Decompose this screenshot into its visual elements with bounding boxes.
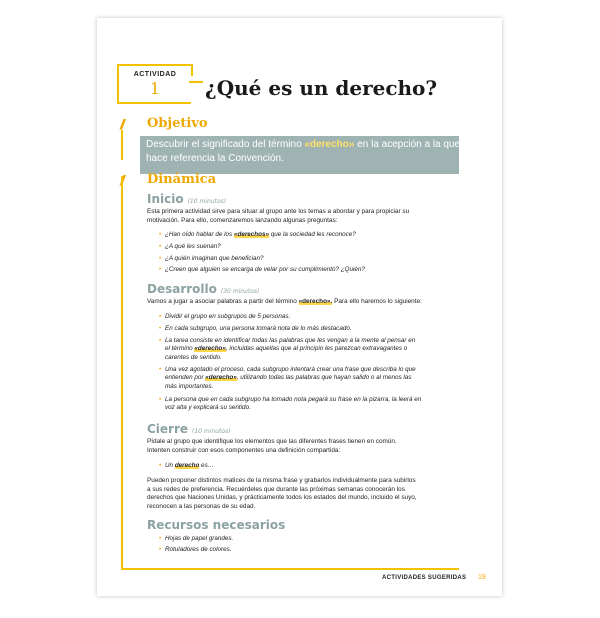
page-title: ¿Qué es un derecho? — [205, 76, 438, 100]
inicio-heading: Inicio (10 minutos) — [147, 192, 227, 206]
recursos-heading: Recursos necesarios — [147, 518, 286, 532]
desarrollo-step-3: • La tarea consiste en identificar todas las palabras que les vengan a la mente al pensar en el término «derecho», incluidas aquellas que al principio les parezcan extravagantes o carentes de sentido. — [165, 337, 415, 362]
left-rule — [121, 176, 123, 570]
inicio-question-4: • ¿Creen que alguien se encarga de velar por su cumplimiento? ¿Quién? — [165, 266, 365, 274]
inicio-intro-1: Esta primera actividad sirve para situar al grupo ante los temas a abordar y para propiciar su — [147, 208, 410, 215]
activity-badge — [117, 64, 191, 104]
inicio-intro-2: motivación. Para ello, comenzaremos lanzando algunas preguntas: — [147, 217, 338, 224]
cierre-item: • Un derecho es… — [165, 462, 214, 470]
bottom-rule — [121, 568, 459, 570]
dinamica-heading: Dinámica — [147, 172, 217, 187]
cierre-heading: Cierre (10 minutos) — [147, 422, 231, 436]
desarrollo-heading: Desarrollo (30 minutos) — [147, 282, 260, 296]
desarrollo-step-2: • En cada subgrupo, una persona tomará nota de lo más destacado. — [165, 325, 352, 333]
cierre-paragraph: Pueden proponer distintos matices de la misma frase y grabarlos individualmente para subirlos a sus redes de preferencia. Recuérdeles que durante las próximas semanas conocerán los derechos que Naciones Unidas, y prácticamente todos los estados del mundo, incluido el suyo, reconocen a las personas de su edad. — [147, 477, 417, 510]
desarrollo-intro: Vamos a jugar a asociar palabras a partir del término «derecho». Para ello haremos lo siguiente: — [147, 298, 422, 305]
slash-marker-icon: // — [120, 116, 122, 132]
activity-label: ACTIVIDAD — [133, 71, 177, 78]
objetivo-text: Descubrir el significado del término «derecho» en la acepción a la que hace referencia la Convención. — [146, 139, 461, 164]
recurso-2: • Rotuladores de colores. — [165, 546, 232, 554]
footer-label: ACTIVIDADES SUGERIDAS — [382, 575, 467, 581]
objetivo-heading: Objetivo — [147, 116, 208, 131]
activity-badge-connector — [189, 81, 203, 83]
page-number: 19 — [478, 574, 486, 581]
cierre-intro-1: Pídale al grupo que identifique los elementos que las diferentes frases tienen en común. — [147, 438, 397, 445]
recurso-1: • Hojas de papel grandes. — [165, 535, 233, 543]
inicio-question-1: • ¿Han oído hablar de los «derechos» que la sociedad les reconoce? — [165, 231, 356, 239]
desarrollo-step-5: • La persona que en cada subgrupo ha tomado nota pegará su frase en la pizarra, la leerá en voz alta y explicará su sentido. — [165, 396, 421, 413]
inicio-question-2: • ¿A qué les suenan? — [165, 243, 221, 251]
inicio-question-3: • ¿A quién imaginan que benefician? — [165, 255, 264, 263]
cierre-intro-2: Intenten construir con esos componentes una definición compartida: — [147, 447, 341, 454]
activity-number: 1 — [149, 79, 161, 98]
left-rule-top — [121, 130, 123, 160]
desarrollo-step-4: • Una vez agotado el proceso, cada subgrupo intentará crear una frase que describa lo que entienden por «derecho», utilizando todas las palabras que hayan salido o al menos las más importantes. — [165, 366, 416, 391]
desarrollo-step-1: • Dividir el grupo en subgrupos de 5 personas. — [165, 313, 290, 321]
